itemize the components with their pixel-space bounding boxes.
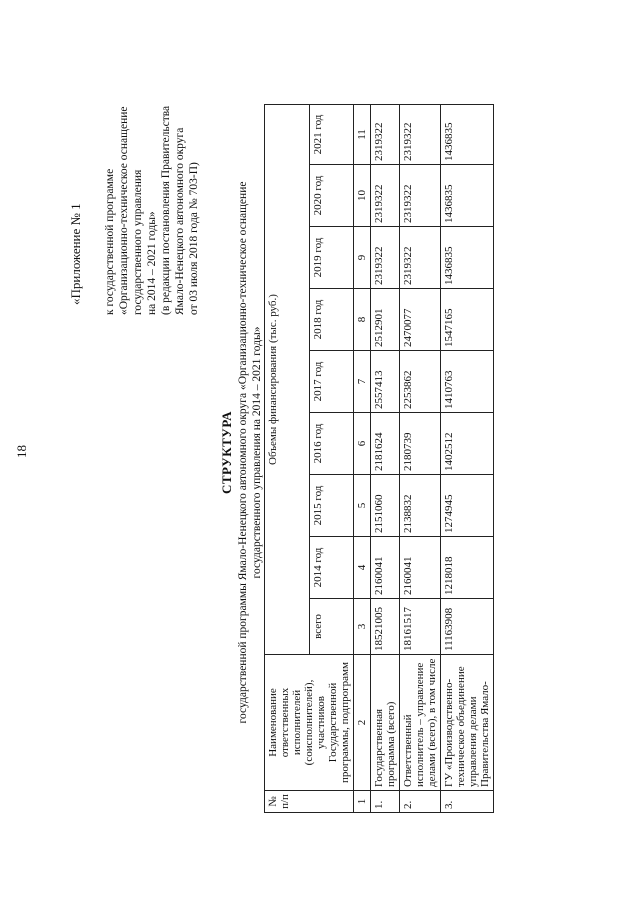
row-value: 1547165 [441, 289, 494, 351]
header-funding: Объемы финансирования (тыс. руб.) [265, 105, 310, 655]
page-number: 18 [14, 445, 29, 458]
appendix-title: «Приложение № 1 [68, 203, 83, 305]
column-number: 1 [354, 791, 371, 813]
row-value: 1402512 [441, 413, 494, 475]
table-row [400, 105, 441, 813]
row-value: 2319322 [400, 227, 441, 289]
structure-table [264, 104, 494, 813]
appendix-line: от 03 июля 2018 года № 703-П) [188, 162, 200, 315]
column-number: 3 [354, 599, 371, 655]
header-year: всего [309, 599, 354, 655]
row-value: 1410763 [441, 351, 494, 413]
header-year: 2016 год [309, 413, 354, 475]
appendix-line: на 2014 – 2021 годы» [146, 211, 158, 315]
row-value: 2319322 [371, 105, 400, 165]
header-year: 2021 год [309, 105, 354, 165]
row-value: 2470077 [400, 289, 441, 351]
row-value: 1436835 [441, 105, 494, 165]
header-year: 2017 год [309, 351, 354, 413]
column-number: 7 [354, 351, 371, 413]
column-number: 6 [354, 413, 371, 475]
appendix-line: к государственной программе [104, 168, 116, 315]
header-num: № п/п [265, 791, 354, 813]
column-number-row [354, 105, 371, 813]
header-year: 2014 год [309, 537, 354, 599]
header-year: 2015 год [309, 475, 354, 537]
table-row [441, 105, 494, 813]
row-value: 2319322 [371, 165, 400, 227]
row-num: 2. [400, 791, 441, 813]
row-value: 2151060 [371, 475, 400, 537]
row-value: 2180739 [400, 413, 441, 475]
row-value: 1218018 [441, 537, 494, 599]
row-num: 1. [371, 791, 400, 813]
structure-title: СТРУКТУРА [219, 410, 234, 495]
row-value: 1436835 [441, 165, 494, 227]
appendix-line: (в редакции постановления Правительства [160, 105, 172, 315]
row-name: ГУ «Производственно-техническое объединение управления делами Правительства Ямало- [441, 655, 494, 791]
appendix-body [103, 45, 201, 315]
header-row [265, 105, 310, 813]
header-year: 2020 год [309, 165, 354, 227]
row-value: 2160041 [371, 537, 400, 599]
row-value: 2319322 [400, 105, 441, 165]
appendix-line: государственного управления [132, 169, 144, 315]
header-year: 2019 год [309, 227, 354, 289]
column-number: 10 [354, 165, 371, 227]
row-value: 2512901 [371, 289, 400, 351]
table-row [371, 105, 400, 813]
column-number: 9 [354, 227, 371, 289]
row-name: Государственная программа (всего) [371, 655, 400, 791]
column-number: 2 [354, 655, 371, 791]
structure-subtitle [236, 0, 264, 905]
structure-subtitle-line: государственной программы Ямало-Ненецкого автономного округа «Организационно-техническое оснащение [237, 181, 249, 724]
appendix-line: Ямало-Ненецкого автономного округа [174, 127, 186, 315]
row-value: 2557413 [371, 351, 400, 413]
row-num: 3. [441, 791, 494, 813]
appendix-line: «Организационно-техническое оснащение [118, 106, 130, 315]
row-value: 2138832 [400, 475, 441, 537]
header-year: 2018 год [309, 289, 354, 351]
column-number: 4 [354, 537, 371, 599]
row-value: 1274945 [441, 475, 494, 537]
row-value: 2160041 [400, 537, 441, 599]
header-name: Наименование ответственных исполнителей (соисполнителей), участников Государственной программы, подпрограмм [265, 655, 354, 791]
row-value: 2319322 [371, 227, 400, 289]
row-value: 2319322 [400, 165, 441, 227]
row-name: Ответственный исполнитель – управление делами (всего), в том числе [400, 655, 441, 791]
column-number: 5 [354, 475, 371, 537]
column-number: 8 [354, 289, 371, 351]
row-value: 2181624 [371, 413, 400, 475]
row-value: 11163908 [441, 599, 494, 655]
row-value: 2253862 [400, 351, 441, 413]
row-value: 1436835 [441, 227, 494, 289]
row-value: 18161517 [400, 599, 441, 655]
row-value: 18521005 [371, 599, 400, 655]
column-number: 11 [354, 105, 371, 165]
structure-subtitle-line: государственного управления на 2014 – 2021 годы» [251, 326, 263, 579]
